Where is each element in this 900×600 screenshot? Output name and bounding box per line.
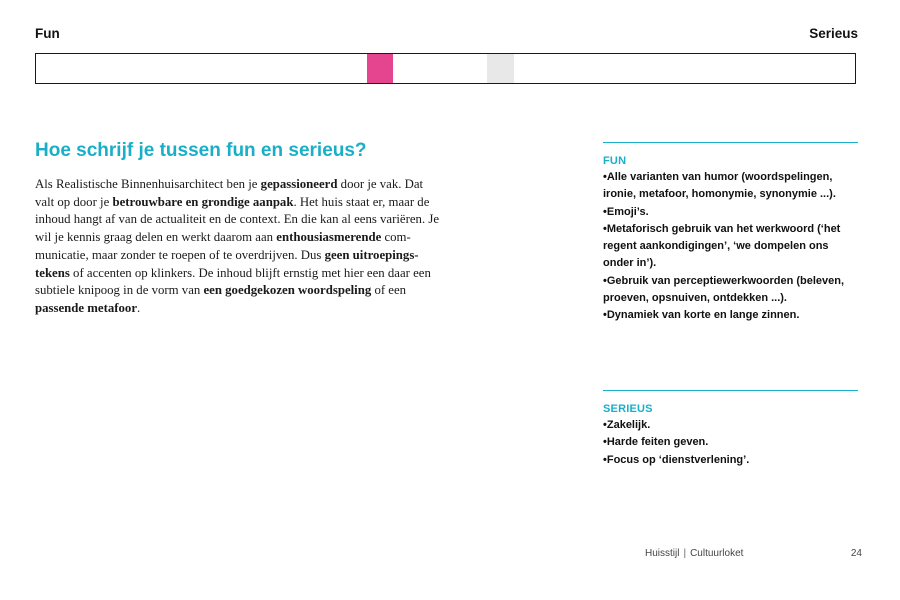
list-item: • Zakelijk. — [603, 417, 858, 434]
scale-label-fun: Fun — [35, 26, 60, 41]
body-segment: of een — [371, 283, 407, 298]
fun-list — [603, 169, 858, 325]
list-item: • Dynamiek van korte en lange zinnen. — [603, 307, 858, 324]
list-item: • Emoji’s. — [603, 204, 858, 221]
serieus-section — [603, 390, 858, 469]
body-segment-bold: geen uitroepingstekens — [35, 247, 419, 280]
scale-label-serieus: Serieus — [809, 26, 858, 41]
body-segment-bold: passende metafoor — [35, 300, 138, 315]
list-item: • Gebruik van perceptiewerkwoorden (beleven, proeven, opsnuiven, ontdekken ...). — [603, 273, 858, 308]
body-segment: . Het huis staat er, maar de inhoud hangt af van de actualiteit en de context. En die kan al eens variëren. Je wil je kennis graag delen en werkt daarom aan — [35, 194, 440, 245]
page-number: 24 — [850, 548, 862, 559]
body-segment: of accenten op klinkers. De inhoud blijft ernstig met hier een daar een subtiele knipoog in de vorm van — [35, 265, 431, 298]
footer-section: Huisstijl — [645, 548, 680, 559]
body-segment-bold: enthousiasmerende — [276, 230, 382, 245]
divider — [603, 390, 858, 391]
body-paragraph — [35, 176, 445, 318]
fun-title: FUN — [603, 155, 627, 167]
body-segment-bold: gepassioneerd — [260, 177, 338, 191]
body-segment: . — [137, 300, 141, 315]
fun-serious-scale — [35, 53, 856, 84]
list-item: • Focus op ‘dienstverlening’. — [603, 452, 858, 469]
body-segment-bold: betrouwbare en grondige aanpak — [112, 194, 294, 209]
page-heading: Hoe schrijf je tussen fun en serieus? — [35, 140, 367, 161]
list-item: • Alle varianten van humor (woordspelingen, ironie, metafoor, homonymie, synonymie ...). — [603, 169, 858, 204]
body-segment: door je vak. Dat valt op door je — [35, 177, 424, 209]
serieus-title: SERIEUS — [603, 403, 653, 415]
footer-document: Cultuurloket — [690, 548, 744, 559]
serieus-list — [603, 417, 858, 469]
body-segment-bold: een goedgekozen woordspeling — [203, 283, 372, 298]
scale-marker-current — [367, 54, 393, 83]
footer-separator: | — [683, 548, 687, 559]
fun-section — [603, 142, 858, 325]
divider — [603, 142, 858, 143]
scale-marker-secondary — [487, 54, 514, 83]
body-segment: communicatie, maar zonder te roepen of te overdrijven. Dus — [35, 230, 411, 262]
footer-label — [645, 548, 743, 559]
list-item: • Metaforisch gebruik van het werkwoord (‘het regent aankondigingen’, ‘we dompelen ons onder in’). — [603, 221, 858, 273]
list-item: • Harde feiten geven. — [603, 434, 858, 451]
body-segment: Als Realistische Binnenhuisarchitect ben je — [35, 177, 261, 191]
